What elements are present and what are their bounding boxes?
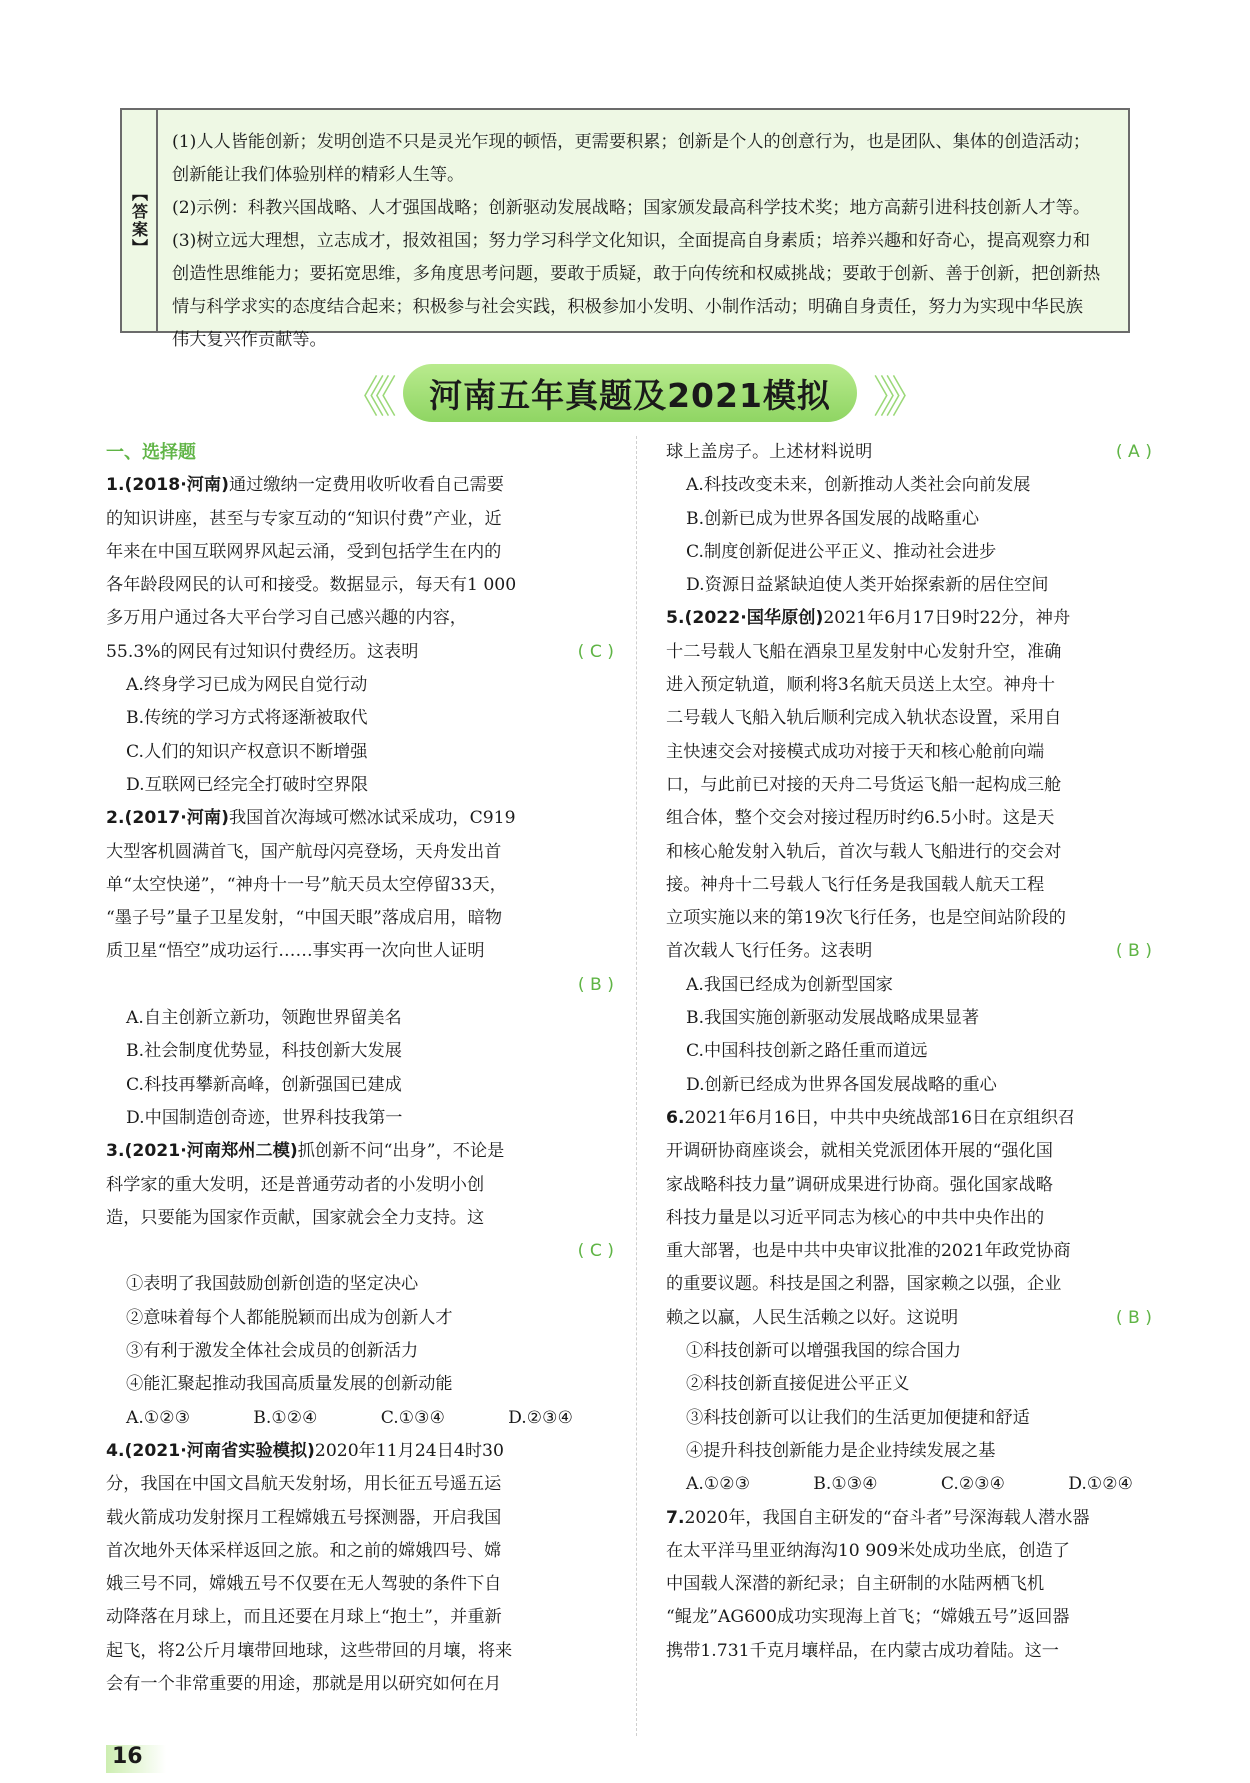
option: B.我国实施创新驱动发展战略成果显著 (686, 1008, 980, 1029)
question-text: 首次地外天体采样返回之旅。和之前的嫦娥四号、嫦 (106, 1540, 502, 1561)
question-text: 我国首次海域可燃冰试采成功，C919 (228, 808, 516, 829)
question-text: 主快速交会对接模式成功对接于天和核心舱前向端 (666, 741, 1045, 762)
question-number: 2. (106, 808, 125, 829)
statement: ②意味着每个人都能脱颖而出成为创新人才 (126, 1307, 453, 1328)
answer-line: 伟大复兴作贡献等。 (172, 330, 327, 350)
question-text: 起飞，将2公斤月壤带回地球，这些带回的月壤，将来 (106, 1640, 513, 1661)
question-1 (106, 469, 614, 802)
option: C.中国科技创新之路任重而道远 (686, 1041, 928, 1062)
choice-row (106, 1402, 573, 1435)
answer-line: (3)树立远大理想，立志成才，报效祖国；努力学习科学文化知识，全面提高自身素质；培养兴趣和好奇心，提高观察力和 (172, 231, 1091, 251)
question-text: 球上盖房子。上述材料说明 (666, 442, 873, 462)
question-source: (2021·河南省实验模拟) (124, 1440, 315, 1461)
question-text: 造，只要能为国家作贡献，国家就会全力支持。这 (106, 1207, 485, 1228)
answer-mark: ( B ) (1115, 941, 1152, 962)
choice: A.①②③ (126, 1407, 191, 1428)
question-text: 科学家的重大发明，还是普通劳动者的小发明小创 (106, 1174, 485, 1195)
statement: ②科技创新直接促进公平正义 (686, 1374, 910, 1395)
option: D.互联网已经完全打破时空界限 (126, 774, 369, 795)
statement: ③科技创新可以让我们的生活更加便捷和舒适 (686, 1407, 1030, 1428)
question-text: 二号载人飞船入轨后顺利完成入轨状态设置，采用自 (666, 708, 1062, 729)
question-text: 动降落在月球上，而且还要在月球上“抱土”，并重新 (106, 1607, 502, 1628)
question-text: 科技力量是以习近平同志为核心的中共中央作出的 (666, 1207, 1045, 1228)
question-text: 质卫星“悟空”成功运行……事实再一次向世人证明 (106, 941, 485, 962)
option: C.科技再攀新高峰，创新强国已建成 (126, 1074, 402, 1095)
chevron-right-icon: 》》 (872, 372, 919, 423)
answer-tab (122, 110, 158, 331)
answer-box (120, 108, 1130, 350)
question-text: 2020年11月24日4时30 (314, 1440, 504, 1461)
question-number: 6. (666, 1107, 685, 1128)
question-text: 娥三号不同，嫦娥五号不仅要在无人驾驶的条件下自 (106, 1574, 502, 1595)
choice-row (666, 1468, 1133, 1501)
option: D.创新已经成为世界各国发展战略的重心 (686, 1074, 997, 1095)
question-text: 赖之以赢，人民生活赖之以好。这说明 (666, 1307, 959, 1328)
option: C.人们的知识产权意识不断增强 (126, 741, 368, 762)
page-number: 16 (112, 1744, 143, 1769)
statement: ④能汇聚起推动我国高质量发展的创新动能 (126, 1374, 453, 1395)
answer-line: (2)示例：科教兴国战略、人才强国战略；创新驱动发展战略；国家颁发最高科学技术奖；地方高薪引进科技创新人才等。 (172, 198, 1091, 218)
choice: D.②③④ (508, 1407, 573, 1428)
question-5 (666, 602, 1152, 1101)
question-number: 7. (666, 1507, 685, 1528)
option: D.中国制造创奇迹，世界科技我第一 (126, 1107, 403, 1128)
question-6 (666, 1102, 1152, 1502)
question-source: (2022·国华原创) (684, 608, 824, 629)
question-source: (2021·河南郑州二模) (124, 1141, 298, 1162)
question-text: 立项实施以来的第19次飞行任务，也是空间站阶段的 (666, 908, 1066, 929)
statement: ①表明了我国鼓励创新创造的坚定决心 (126, 1274, 419, 1295)
question-text: 55.3%的网民有过知识付费经历。这表明 (106, 641, 419, 662)
statement: ③有利于激发全体社会成员的创新活力 (126, 1341, 419, 1362)
question-number: 1. (106, 475, 125, 496)
answer-tab-label: 【答案】 (129, 184, 149, 257)
question-source: (2018·河南) (124, 475, 229, 496)
answer-line: (1)人人皆能创新；发明创造不只是灵光乍现的顿悟，更需要积累；创新是个人的创意行为，也是团队、集体的创造活动； (172, 132, 1091, 152)
answer-mark: ( A ) (1115, 442, 1152, 462)
banner-title: 河南五年真题及2021模拟 (403, 364, 857, 422)
question-text: 单“太空快递”，“神舟十一号”航天员太空停留33天， (106, 874, 507, 895)
choice: D.①②④ (1068, 1474, 1134, 1495)
option: A.终身学习已成为网民自觉行动 (126, 675, 368, 696)
choice: B.①③④ (813, 1474, 878, 1495)
option: B.社会制度优势显，科技创新大发展 (126, 1041, 402, 1062)
chevron-left-icon: 《《 (341, 372, 388, 423)
question-text: 大型客机圆满首飞，国产航母闪亮登场，天舟发出首 (106, 841, 502, 862)
question-number: 5. (666, 608, 685, 629)
answer-text (172, 126, 1116, 357)
question-text: “墨子号”量子卫星发射，“中国天眼”落成启用，暗物 (106, 908, 503, 929)
question-text: 中国载人深潜的新纪录；自主研制的水陆两栖飞机 (666, 1574, 1045, 1595)
question-text: 载火箭成功发射探月工程嫦娥五号探测器，开启我国 (106, 1507, 502, 1528)
question-text: 口，与此前已对接的天舟二号货运飞船一起构成三舱 (666, 774, 1062, 795)
answer-line: 创新能让我们体验别样的精彩人生等。 (172, 165, 465, 185)
question-text: 的知识讲座，甚至与专家互动的“知识付费”产业，近 (106, 508, 502, 529)
question-text: 开调研协商座谈会，就相关党派团体开展的“强化国 (666, 1141, 1053, 1162)
choice: C.①③④ (380, 1407, 445, 1428)
question-text: 年来在中国互联网界风起云涌，受到包括学生在内的 (106, 541, 502, 562)
answer-mark: ( C ) (577, 641, 614, 662)
choice: A.①②③ (686, 1474, 751, 1495)
question-4 (106, 1435, 614, 1701)
option: D.资源日益紧缺迫使人类开始探索新的居住空间 (686, 575, 1049, 596)
question-text: 的重要议题。科技是国之利器，国家赖之以强，企业 (666, 1274, 1062, 1295)
option: B.传统的学习方式将逐渐被取代 (126, 708, 368, 729)
question-7 (666, 1502, 1152, 1668)
question-text: 通过缴纳一定费用收听收看自己需要 (228, 475, 504, 496)
question-text: 和核心舱发射入轨后，首次与载人飞船进行的交会对 (666, 841, 1062, 862)
question-number: 3. (106, 1141, 125, 1162)
choice: C.②③④ (940, 1474, 1006, 1495)
answer-mark: ( C ) (577, 1241, 614, 1262)
question-text: 分，我国在中国文昌航天发射场，用长征五号遥五运 (106, 1474, 502, 1495)
answer-mark: ( B ) (1115, 1307, 1152, 1328)
option: A.我国已经成为创新型国家 (686, 974, 893, 995)
option: A.科技改变未来，创新推动人类社会向前发展 (686, 475, 1031, 496)
question-4-continued (666, 436, 1152, 602)
statement: ①科技创新可以增强我国的综合国力 (686, 1341, 962, 1362)
question-text: 在太平洋马里亚纳海沟10 909米处成功坐底，创造了 (666, 1540, 1070, 1561)
question-text: 家战略科技力量”调研成果进行协商。强化国家战略 (666, 1174, 1053, 1195)
question-text: 多万用户通过各大平台学习自己感兴趣的内容， (106, 608, 467, 629)
question-2 (106, 802, 614, 1135)
question-text: 十二号载人飞船在酒泉卫星发射中心发射升空，准确 (666, 641, 1062, 662)
option: B.创新已成为世界各国发展的战略重心 (686, 508, 980, 529)
question-text: “鲲龙”AG600成功实现海上首飞；“嫦娥五号”返回器 (666, 1607, 1070, 1628)
column-divider (636, 436, 637, 1736)
question-text: 携带1.731千克月壤样品，在内蒙古成功着陆。这一 (666, 1640, 1059, 1661)
section-banner (340, 358, 920, 428)
question-text: 2020年，我国自主研发的“奋斗者”号深海载人潜水器 (684, 1507, 1090, 1528)
right-column (666, 436, 1152, 1668)
question-text: 2021年6月17日9时22分，神舟 (823, 608, 1071, 629)
question-text: 抓创新不问“出身”，不论是 (297, 1141, 505, 1162)
option: C.制度创新促进公平正义、推动社会进步 (686, 541, 997, 562)
answer-line: 情与科学求实的态度结合起来；积极参与社会实践，积极参加小发明、小制作活动；明确自身责任，努力为实现中华民族 (172, 297, 1083, 317)
question-number: 4. (106, 1440, 125, 1461)
question-text: 2021年6月16日，中共中央统战部16日在京组织召 (684, 1107, 1076, 1128)
question-text: 重大部署，也是中共中央审议批准的2021年政党协商 (666, 1241, 1071, 1262)
option: A.自主创新立新功，领跑世界留美名 (126, 1008, 402, 1029)
statement: ④提升科技创新能力是企业持续发展之基 (686, 1440, 996, 1461)
question-3 (106, 1135, 614, 1435)
section-title: 一、选择题 (106, 442, 196, 463)
question-text: 进入预定轨道，顺利将3名航天员送上太空。神舟十 (666, 675, 1056, 696)
answer-mark: ( B ) (577, 974, 614, 995)
answer-line: 创造性思维能力；要拓宽思维，多角度思考问题，要敢于质疑，敢于向传统和权威挑战；要敢于创新、善于创新，把创新热 (172, 264, 1101, 284)
left-column (106, 436, 614, 1701)
question-text: 组合体，整个交会对接过程历时约6.5小时。这是天 (666, 808, 1055, 829)
choice: B.①②④ (253, 1407, 318, 1428)
question-text: 接。神舟十二号载人飞行任务是我国载人航天工程 (666, 874, 1045, 895)
question-text: 首次载人飞行任务。这表明 (666, 941, 873, 962)
question-text: 各年龄段网民的认可和接受。数据显示，每天有1 000 (106, 575, 517, 596)
question-source: (2017·河南) (124, 808, 229, 829)
question-text: 会有一个非常重要的用途，那就是用以研究如何在月 (106, 1673, 502, 1694)
